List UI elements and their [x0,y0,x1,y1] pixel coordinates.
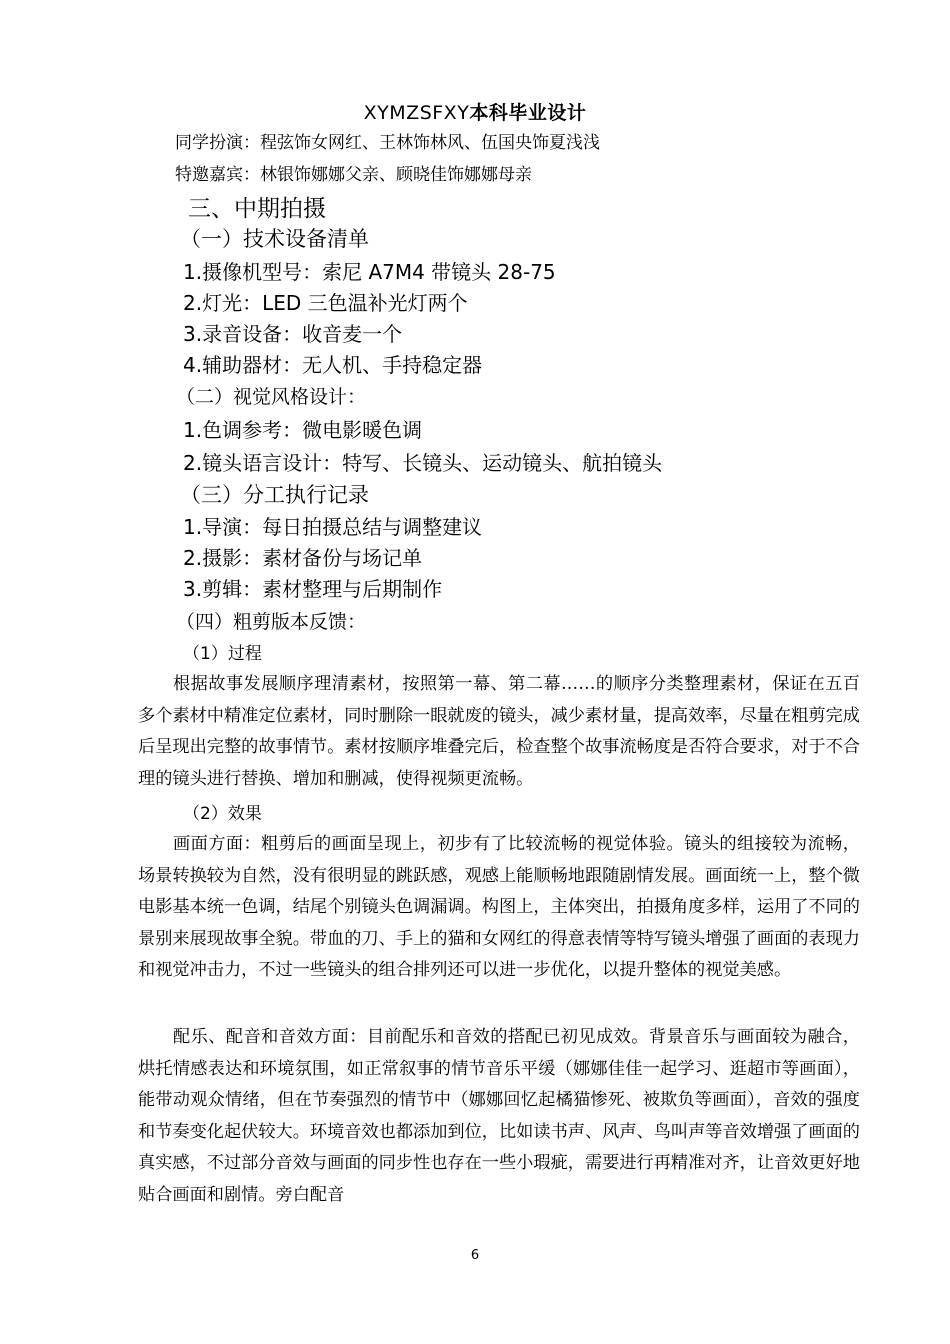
list-item: 2.摄影：素材备份与场记单 [183,546,423,570]
subheading-process: （1）过程 [183,644,262,664]
header-suffix: 本科毕业设计 [469,102,587,124]
subsection-title: （四）粗剪版本反馈： [176,611,367,633]
list-item: 2.镜头语言设计：特写、长镜头、运动镜头、航拍镜头 [183,451,663,475]
page-number: 6 [470,1248,480,1263]
subsection-title: （二）视觉风格设计： [176,386,367,408]
list-item: 1.摄像机型号：索尼 A7M4 带镜头 28-75 [183,260,556,284]
list-item: 4.辅助器材：无人机、手持稳定器 [183,353,483,377]
list-item: 1.导演：每日拍摄总结与调整建议 [183,515,483,539]
header-prefix: XYMZSFXY [363,102,470,124]
subsection-title: （三）分工执行记录 [180,483,369,507]
subsection-title: （一）技术设备清单 [180,227,369,251]
section-title: 三、中期拍摄 [188,196,326,222]
paragraph-process: 根据故事发展顺序理清素材，按照第一幕、第二幕……的顺序分类整理素材，保证在五百多个素材中精准定位素材，同时删除一眼就废的镜头，减少素材量，提高效率，尽量在粗剪完成后呈现出完整的故事情节。素材按顺序堆叠完后，检查整个故事流畅度是否符合要求，对于不合理的镜头进行替换、增加和删减，使得视频更流畅。 [138,674,860,789]
paragraph-visual: 画面方面：粗剪后的画面呈现上，初步有了比较流畅的视觉体验。镜头的组接较为流畅，场景转换较为自然，没有很明显的跳跃感，观感上能顺畅地跟随剧情发展。画面统一上，整个微电影基本统一色调，结尾个别镜头色调漏调。构图上，主体突出，拍摄角度多样，运用了不同的景别来展现故事全貌。带血的刀、手上的猫和女网红的得意表情等特写镜头增强了画面的表现力和视觉冲击力，不过一些镜头的组合排列还可以进一步优化，以提升整体的视觉美感。 [138,834,860,980]
list-item: 3.剪辑：素材整理与后期制作 [183,577,443,601]
list-item: 1.色调参考：微电影暖色调 [183,418,423,442]
paragraph-audio: 配乐、配音和音效方面：目前配乐和音效的搭配已初见成效。背景音乐与画面较为融合，烘托情感表达和环境氛围，如正常叙事的情节音乐平缓（娜娜佳佳一起学习、逛超市等画面），能带动观众情绪，但在节奏强烈的情节中（娜娜回忆起橘猫惨死、被欺负等画面），音效的强度和节奏变化起伏较大。环境音效也都添加到位，比如读书声、风声、鸟叫声等音效增强了画面的真实感，不过部分音效与画面的同步性也存在一些小瑕疵，需要进行再精准对齐，让音效更好地贴合画面和剧情。旁白配音 [138,1027,860,1205]
subheading-effect: （2）效果 [183,804,262,824]
running-header [0,98,950,125]
list-item: 3.录音设备：收音麦一个 [183,322,403,346]
credit-line: 特邀嘉宾：林银饰娜娜父亲、顾晓佳饰娜娜母亲 [175,165,532,185]
list-item: 2.灯光：LED 三色温补光灯两个 [183,291,468,315]
credit-line: 同学扮演：程弦饰女网红、王林饰林风、伍国央饰夏浅浅 [175,133,600,153]
